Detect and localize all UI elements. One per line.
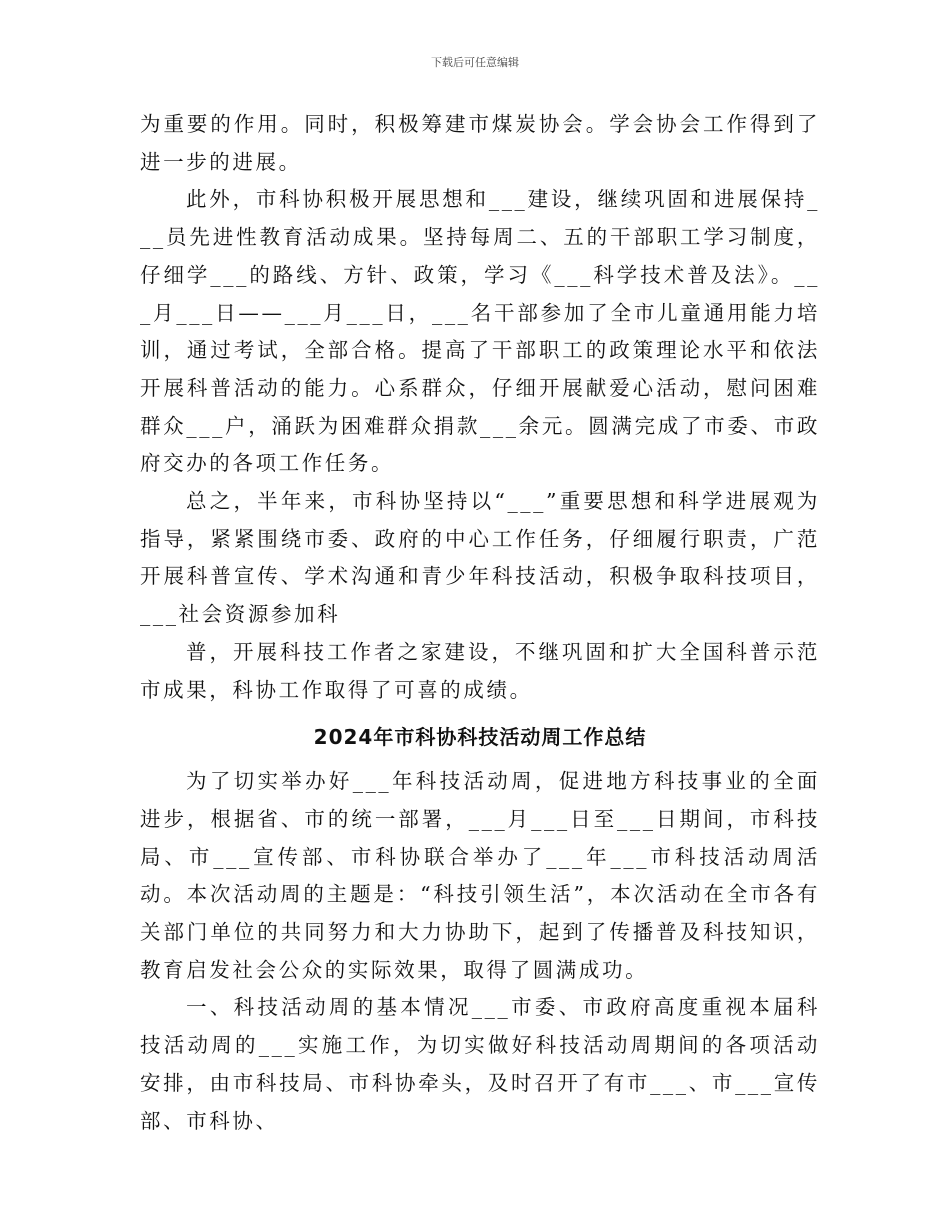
document-body [140, 106, 820, 1140]
paragraph-basic-situation: 一、科技活动周的基本情况___市委、市政府高度重视本届科技活动周的___实施工作，为切实做好科技活动周期间的各项活动安排，由市科技局、市科协牵头，及时召开了有市___、市___宣传部、市科协、 [140, 995, 820, 1133]
section-title: 2024年市科协科技活动周工作总结 [313, 725, 647, 750]
header-note: 下载后可任意编辑 [431, 56, 519, 69]
paragraph-continuation: 为重要的作用。同时，积极筹建市煤炭协会。学会协会工作得到了进一步的进展。 [140, 112, 820, 174]
paragraph-summary: 总之，半年来，市科协坚持以“___”重要思想和科学进展观为指导，紧紧围绕市委、政府的中心工作任务，仔细履行职责，广范开展科普宣传、学术沟通和青少年科技活动，积极争取科技项目，___社会资源参加科 [140, 489, 820, 627]
paragraph-ideology-building: 此外，市科协积极开展思想和___建设，继续巩固和进展保持___员先进性教育活动成果。坚持每周二、五的干部职工学习制度，仔细学___的路线、方针、政策，学习《___科学技术普及法》。___月___日——___月___日，___名干部参加了全市儿童通用能力培训，通过考试，全部合格。提高了干部职工的政策理论水平和依法开展科普活动的能力。心系群众，仔细开展献爱心活动，慰问困难群众___户，涌跃为困难群众捐款___余元。圆满完成了市委、市政府交办的各项工作任务。 [140, 187, 820, 476]
paragraph-summary-continued: 普，开展科技工作者之家建设，不继巩固和扩大全国科普示范市成果，科协工作取得了可喜的成绩。 [140, 639, 820, 702]
paragraph-intro: 为了切实举办好___年科技活动周，促进地方科技事业的全面进步，根据省、市的统一部署，___月___日至___日期间，市科技局、市___宣传部、市科协联合举办了___年___市科技活动周活动。本次活动周的主题是：“科技引领生活”，本次活动在全市各有关部门单位的共同努力和大力协助下，起到了传播普及科技知识，教育启发社会公众的实际效果，取得了圆满成功。 [140, 769, 820, 982]
